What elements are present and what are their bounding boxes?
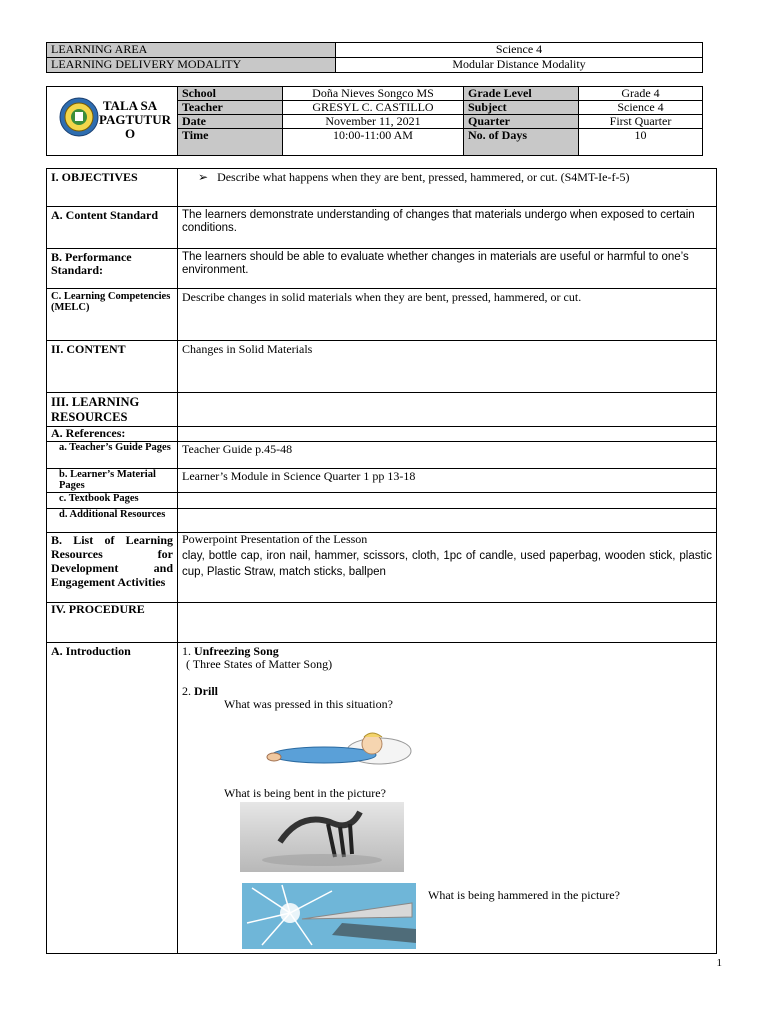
melc-value: Describe changes in solid materials when they are bent, pressed, hammered, or cut.	[178, 289, 717, 341]
objectives-value: Describe what happens when they are bent, pressed, hammered, or cut. (S4MT-Ie-f-5)	[217, 170, 630, 184]
learning-area-table	[46, 42, 703, 73]
info-table	[46, 86, 703, 156]
modality-label: LEARNING DELIVERY MODALITY	[47, 58, 336, 73]
question-bent: What is being bent in the picture?	[224, 786, 386, 800]
date-value: November 11, 2021	[283, 115, 464, 129]
content-value: Changes in Solid Materials	[178, 341, 717, 393]
school-seal-logo	[59, 97, 99, 137]
subject-label: Subject	[464, 101, 579, 115]
performance-standard-value: The learners should be able to evaluate whether changes in materials are useful or harmful to one’s environment.	[178, 249, 717, 289]
list-resources-value-1: Powerpoint Presentation of the Lesson	[182, 532, 368, 546]
content-label: II. CONTENT	[47, 341, 178, 393]
school-label: School	[178, 87, 283, 101]
content-standard-value: The learners demonstrate understanding of changes that materials undergo when exposed to certain conditions.	[178, 207, 717, 249]
time-value: 10:00-11:00 AM	[283, 129, 464, 156]
shattered-glass-image	[242, 883, 416, 949]
teachers-guide-label: a. Teacher’s Guide Pages	[47, 442, 178, 469]
time-label: Time	[178, 129, 283, 156]
intro-item-1-title: Unfreezing Song	[194, 644, 279, 658]
introduction-cell	[178, 643, 717, 954]
grade-value: Grade 4	[579, 87, 703, 101]
melc-label: C. Learning Competencies (MELC)	[47, 289, 178, 341]
school-name: TALA SA PAGTUTUR O	[99, 98, 171, 141]
list-resources-cell	[178, 533, 717, 603]
objectives-label: I. OBJECTIVES	[47, 169, 178, 207]
learning-area-value: Science 4	[336, 43, 703, 58]
performance-standard-label: B. Performance Standard:	[47, 249, 178, 289]
learning-area-label: LEARNING AREA	[47, 43, 336, 58]
school-logo-cell	[47, 87, 178, 156]
bullet-arrow-icon: ➢	[198, 170, 209, 184]
sleeping-child-image	[264, 727, 414, 767]
list-resources-value-2: clay, bottle cap, iron nail, hammer, scissors, cloth, 1pc of candle, used paperbag, wooden stick, plastic cup, Plastic Straw, match sticks, ballpen	[182, 550, 712, 578]
lesson-plan-table	[46, 168, 717, 954]
days-value: 10	[579, 129, 703, 156]
page-number: 1	[716, 957, 722, 969]
days-label: No. of Days	[464, 129, 579, 156]
resources-value	[178, 393, 717, 427]
intro-item-2-number: 2.	[182, 684, 191, 698]
grade-label: Grade Level	[464, 87, 579, 101]
objectives-cell	[178, 169, 717, 207]
intro-item-1-number: 1.	[182, 644, 191, 658]
date-label: Date	[178, 115, 283, 129]
intro-item-1-subtitle: ( Three States of Matter Song)	[186, 657, 333, 671]
additional-resources-label: d. Additional Resources	[47, 509, 178, 533]
introduction-label: A. Introduction	[47, 643, 178, 954]
teachers-guide-value: Teacher Guide p.45-48	[178, 442, 717, 469]
question-pressed: What was pressed in this situation?	[224, 697, 393, 711]
additional-resources-value	[178, 509, 717, 533]
question-hammered: What is being hammered in the picture?	[428, 888, 620, 902]
resources-label: III. LEARNING RESOURCES	[47, 393, 178, 427]
textbook-label: c. Textbook Pages	[47, 493, 178, 509]
quarter-label: Quarter	[464, 115, 579, 129]
content-standard-label: A. Content Standard	[47, 207, 178, 249]
references-value	[178, 427, 717, 442]
list-resources-label: B. List of Learning Resources for Development and Engagement Activities	[47, 533, 178, 603]
references-label: A. References:	[47, 427, 178, 442]
quarter-value: First Quarter	[579, 115, 703, 129]
learners-material-value: Learner’s Module in Science Quarter 1 pp 13-18	[178, 469, 717, 493]
procedure-label: IV. PROCEDURE	[47, 603, 178, 643]
textbook-value	[178, 493, 717, 509]
intro-item-2-title: Drill	[194, 684, 218, 698]
procedure-value	[178, 603, 717, 643]
modality-value: Modular Distance Modality	[336, 58, 703, 73]
bent-fork-image	[240, 802, 404, 872]
learners-material-label: b. Learner’s Material Pages	[47, 469, 178, 493]
subject-value: Science 4	[579, 101, 703, 115]
teacher-label: Teacher	[178, 101, 283, 115]
school-value: Doña Nieves Songco MS	[283, 87, 464, 101]
teacher-value: GRESYL C. CASTILLO	[283, 101, 464, 115]
